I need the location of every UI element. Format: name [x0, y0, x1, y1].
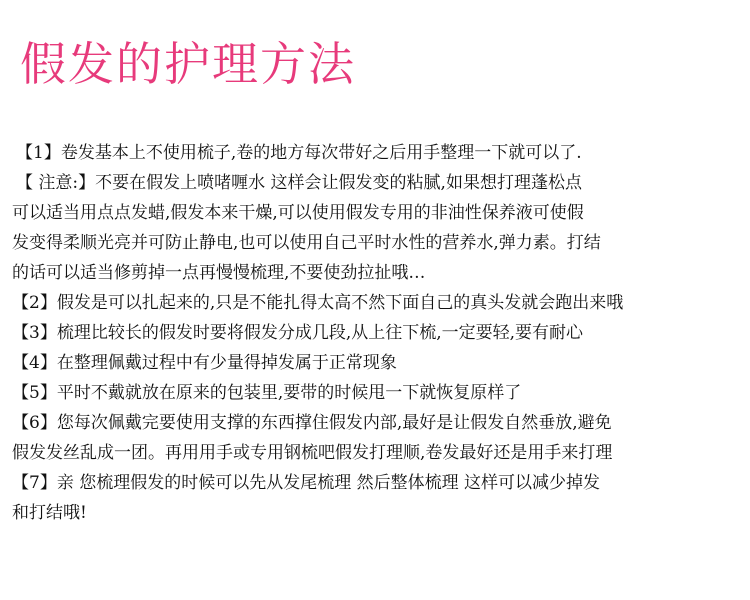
- care-instructions: [12, 138, 746, 528]
- instruction-line-9: 【5】平时不戴就放在原来的包装里,要带的时候甩一下就恢复原样了: [12, 383, 522, 403]
- instruction-line-4: 发变得柔顺光亮并可防止静电,也可以使用自己平时水性的营养水,弹力素。打结: [12, 233, 601, 253]
- instruction-line-11: 假发发丝乱成一团。再用用手或专用钢梳吧假发打理顺,卷发最好还是用手来打理: [12, 443, 613, 463]
- page-title: 假发的护理方法: [20, 37, 356, 91]
- instruction-line-8: 【4】在整理佩戴过程中有少量得掉发属于正常现象: [12, 353, 397, 373]
- instruction-line-10: 【6】您每次佩戴完要使用支撑的东西撑住假发内部,最好是让假发自然垂放,避免: [12, 413, 612, 433]
- instruction-line-13: 和打结哦!: [12, 503, 87, 523]
- instruction-line-12: 【7】亲 您梳理假发的时候可以先从发尾梳理 然后整体梳理 这样可以减少掉发: [12, 473, 601, 493]
- instruction-line-7: 【3】梳理比较长的假发时要将假发分成几段,从上往下梳,一定要轻,要有耐心: [12, 323, 584, 343]
- instruction-line-3: 可以适当用点点发蜡,假发本来干燥,可以使用假发专用的非油性保养液可使假: [12, 203, 584, 223]
- instruction-line-1: 【1】卷发基本上不使用梳子,卷的地方每次带好之后用手整理一下就可以了.: [16, 143, 582, 163]
- instruction-line-6: 【2】假发是可以扎起来的,只是不能扎得太高不然下面自己的真头发就会跑出来哦: [12, 293, 624, 313]
- instruction-line-2: 【 注意:】不要在假发上喷啫喱水 这样会让假发变的粘腻,如果想打理蓬松点: [16, 173, 582, 193]
- instruction-line-5: 的话可以适当修剪掉一点再慢慢梳理,不要使劲拉扯哦…: [12, 263, 426, 283]
